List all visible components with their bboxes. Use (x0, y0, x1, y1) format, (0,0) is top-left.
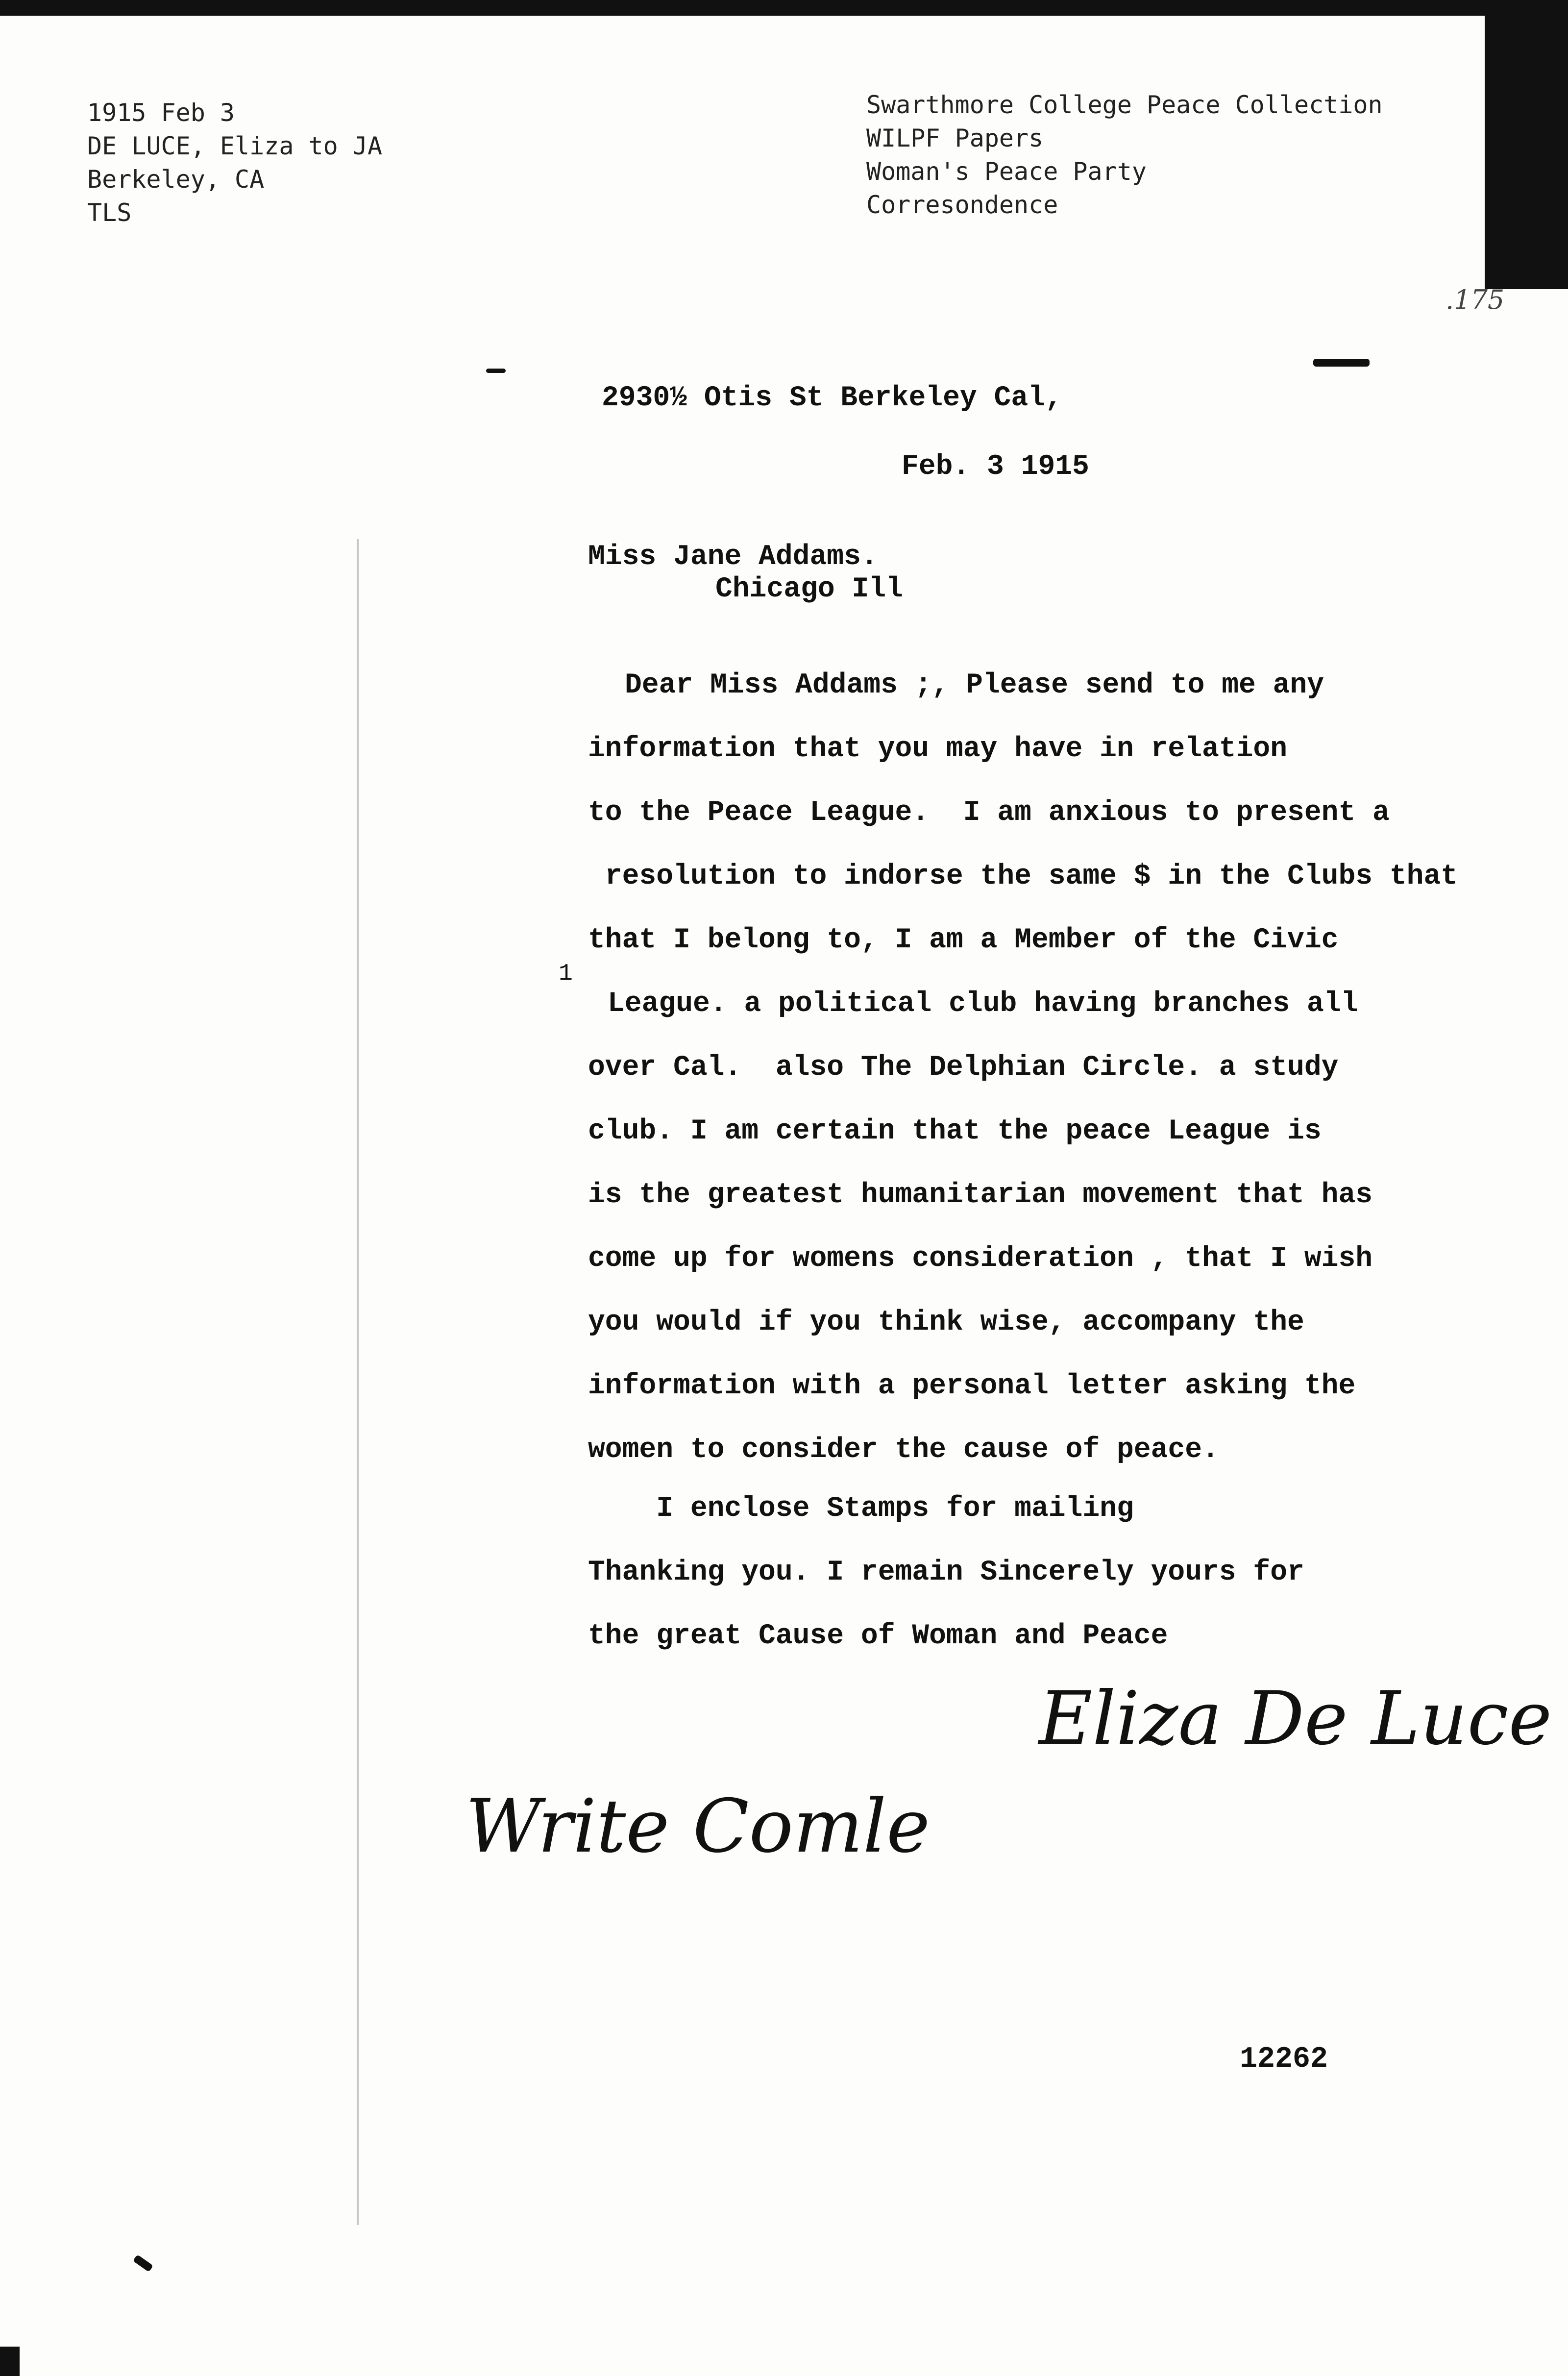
ink-smudge-mark (133, 2254, 153, 2272)
body-line: information with a personal letter asking the (588, 1370, 1356, 1402)
catalog-type: TLS (87, 198, 132, 227)
ink-dot-mark (486, 369, 506, 373)
body-line: that I belong to, I am a Member of the Civic (588, 924, 1339, 956)
body-line: Dear Miss Addams ;, Please send to me any (625, 669, 1324, 701)
page-fold-line (357, 539, 359, 2225)
handwritten-annotation: Write Comle (466, 1784, 930, 1869)
sender-address: 2930½ Otis St Berkeley Cal, (602, 382, 1062, 414)
catalog-folder: Corresondence (866, 191, 1058, 219)
recipient-name: Miss Jane Addams. (588, 541, 878, 573)
body-line: Thanking you. I remain Sincerely yours for (588, 1557, 1304, 1588)
body-line: resolution to indorse the same $ in the Clubs that (588, 861, 1458, 892)
catalog-subseries: Woman's Peace Party (866, 157, 1147, 186)
archive-stamp-number: 12262 (1240, 2043, 1328, 2076)
catalog-date: 1915 Feb 3 (87, 99, 235, 127)
catalog-series: WILPF Papers (866, 124, 1044, 152)
body-line: come up for womens consideration , that I wish (588, 1243, 1373, 1275)
letter-date: Feb. 3 1915 (902, 451, 1089, 483)
catalog-place: Berkeley, CA (87, 165, 265, 194)
catalog-label-left (87, 96, 382, 229)
scan-border-corner (0, 2347, 20, 2376)
ink-dash-mark (1313, 359, 1370, 367)
body-line: the great Cause of Woman and Peace (588, 1620, 1168, 1652)
body-line: to the Peace League. I am anxious to present a (588, 797, 1390, 829)
catalog-correspondents: DE LUCE, Eliza to JA (87, 132, 383, 160)
body-line: women to consider the cause of peace. (588, 1434, 1219, 1466)
catalog-label-right (866, 88, 1383, 222)
body-line: I enclose Stamps for mailing (588, 1493, 1134, 1525)
body-line: over Cal. also The Delphian Circle. a study (588, 1052, 1339, 1084)
catalog-collection: Swarthmore College Peace Collection (866, 91, 1383, 119)
scan-border-right (1485, 0, 1568, 289)
body-line: is the greatest humanitarian movement that has (588, 1179, 1373, 1211)
signature: Eliza De Luce (1039, 1676, 1552, 1761)
scan-border-top (0, 0, 1568, 16)
body-line: information that you may have in relation (588, 733, 1288, 765)
body-line: you would if you think wise, accompany the (588, 1307, 1304, 1338)
body-line: League. a political club having branches all (608, 988, 1358, 1020)
margin-note: 1 (559, 961, 573, 987)
body-line: club. I am certain that the peace League is (588, 1115, 1322, 1147)
folio-number: .175 (1446, 284, 1505, 315)
recipient-city: Chicago Ill (715, 573, 903, 605)
